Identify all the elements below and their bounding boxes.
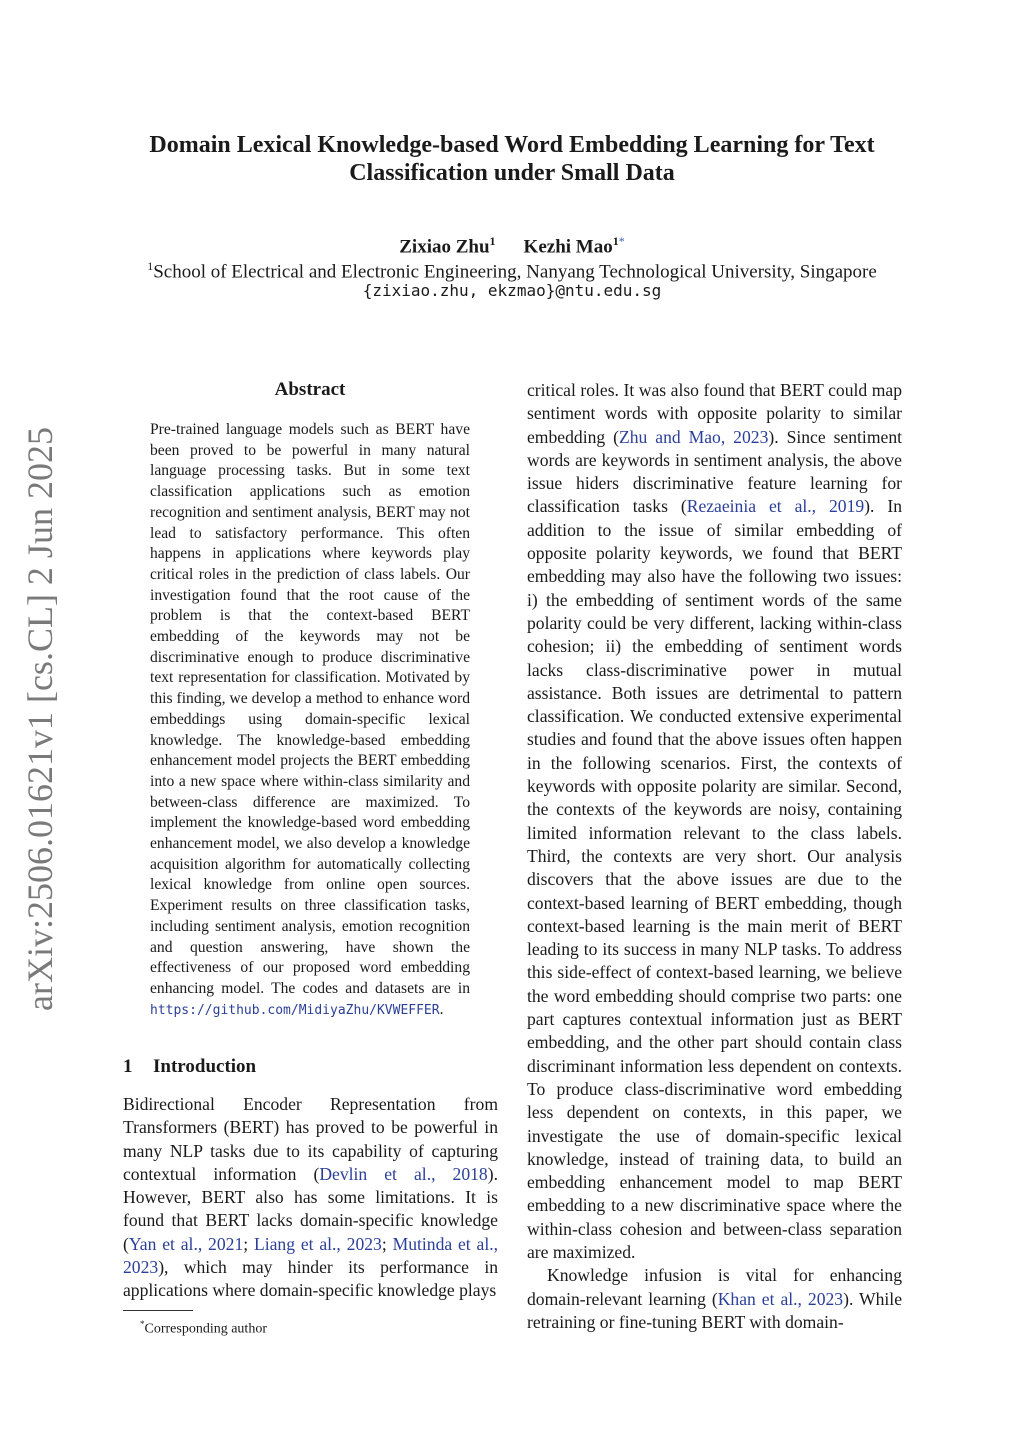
intro-paragraph — [527, 379, 902, 1264]
citation-link[interactable]: Rezaeinia et al., 2019 — [686, 496, 865, 517]
intro-right-column — [527, 379, 902, 1334]
body-text: ). However, BERT also has some limitations. It is found that BERT lacks domain-specific knowledge ( — [123, 1163, 498, 1254]
arxiv-identifier: arXiv:2506.01621v1 [cs.CL] 2 Jun 2025 — [20, 427, 60, 1011]
citation-link[interactable]: Devlin et al., 2018 — [319, 1163, 488, 1184]
footnote-mark: * — [140, 1319, 145, 1329]
affiliation-mark: 1 — [147, 259, 154, 273]
intro-paragraph-left — [123, 1093, 498, 1303]
author-name: Kezhi Mao — [523, 236, 613, 258]
section-title: Introduction — [153, 1056, 257, 1077]
body-text: ). In addition to the issue of similar embedding of opposite polarity keywords, we found that BERT embedding may also have the following two issues: i) the embedding of sentiment words of the same polarity could be very different, lacking within-class cohesion; ii) the embedding of sentiment words lacks class-discriminative power in mutual assistance. Both issues are detrimental to pattern classification. We conducted extensive experimental studies and found that the above issues often happen in the following scenarios. First, the contexts of keywords with opposite polarity are similar. Second, the contexts of the keywords are noisy, containing limited information relevant to the class labels. Third, the contexts are very short. Our analysis discovers that the above issues are due to the context-based learning of BERT embedding, though context-based learning is the main merit of BERT leading to its success in many NLP tasks. To address this side-effect of context-based learning, we believe the word embedding should comprise two parts: one part captures contextual information just as BERT embedding, and the other part should contain class discriminant information less dependent on contexts. To produce class-discriminative word embedding less dependent on contexts, in this paper, we investigate the use of domain-specific lexical knowledge, instead of training data, to build an embedding enhancement model to map BERT embedding to a new discriminative space where the within-class cohesion and between-class separation are maximized. — [527, 496, 902, 1262]
separator-text: ; — [243, 1233, 254, 1254]
corresponding-mark[interactable]: * — [618, 234, 625, 248]
footnote-rule — [123, 1310, 193, 1311]
body-text: Bidirectional Encoder Representation from Transformers (BERT) has proved to be powerful in many NLP tasks due to its capability of capturing contextual information ( — [123, 1094, 498, 1184]
section-number: 1 — [123, 1056, 133, 1077]
paper-title: Domain Lexical Knowledge-based Word Embedding Learning for Text Classification under Small Data — [149, 132, 875, 186]
body-text: Knowledge infusion is vital for enhancing domain-relevant learning ( — [527, 1265, 902, 1309]
abstract-body: Pre-trained language models such as BERT have been proved to be powerful in many natural language processing tasks. But in some text classification applications such as emotion recognition and sentiment analysis, BERT may not lead to satisfactory performance. This often happens in applications where keywords play critical roles in the prediction of class labels. Our investigation found that the root cause of the problem is that the context-based BERT embedding of the keywords may not be discriminative enough to produce discriminative text representation for classification. Motivated by this finding, we develop a method to enhance word embeddings using domain-specific lexical knowledge. The knowledge-based embedding enhancement model projects the BERT embedding into a new space where within-class similarity and between-class difference are maximized. To implement the knowledge-based word embedding enhancement model, we also develop a knowledge acquisition algorithm for automatically collecting lexical knowledge from online open sources. Experiment results on three classification tasks, including sentiment analysis, emotion recognition and question answering, have shown the effectiveness of our proposed word embedding enhancing model. The codes and datasets are in — [150, 421, 470, 997]
separator-text: ; — [381, 1233, 393, 1254]
footnote — [140, 1315, 267, 1339]
affiliation-text: School of Electrical and Electronic Engineering, Nanyang Technological University, Singapore — [153, 261, 877, 283]
code-link[interactable]: https://github.com/MidiyaZhu/KVWEFFER — [150, 1002, 440, 1018]
intro-paragraph — [527, 1264, 902, 1334]
section-heading — [123, 1055, 256, 1079]
citation-link[interactable]: Mutinda et al., 2023 — [123, 1233, 499, 1278]
abstract-end: . — [439, 1000, 444, 1018]
abstract-text — [150, 420, 470, 1021]
footnote-text: Corresponding author — [144, 1321, 267, 1337]
abstract-heading: Abstract — [274, 379, 346, 400]
author-name: Zixiao Zhu — [399, 236, 490, 258]
citation-link[interactable]: Zhu and Mao, 2023 — [618, 426, 769, 447]
citation-link[interactable]: Khan et al., 2023 — [717, 1288, 844, 1309]
citation-link[interactable]: Yan et al., 2021 — [128, 1233, 244, 1254]
author-affil-mark: 1 — [489, 234, 496, 248]
author-email: {zixiao.zhu, ekzmao}@ntu.edu.sg — [362, 281, 662, 300]
body-text: ). While retraining or fine-tuning BERT with domain- — [527, 1288, 903, 1332]
body-text: critical roles. It was also found that BERT could map sentiment words with opposite polarity to similar embedding ( — [527, 380, 902, 447]
body-text: ), which may hinder its performance in applications where domain-specific knowledge plays — [123, 1257, 498, 1301]
author-affil-mark: 1 — [612, 234, 619, 248]
citation-link[interactable]: Liang et al., 2023 — [253, 1233, 382, 1254]
body-text: ). Since sentiment words are keywords in sentiment analysis, the above issue hiders discriminative feature learning for classification tasks ( — [527, 426, 902, 517]
